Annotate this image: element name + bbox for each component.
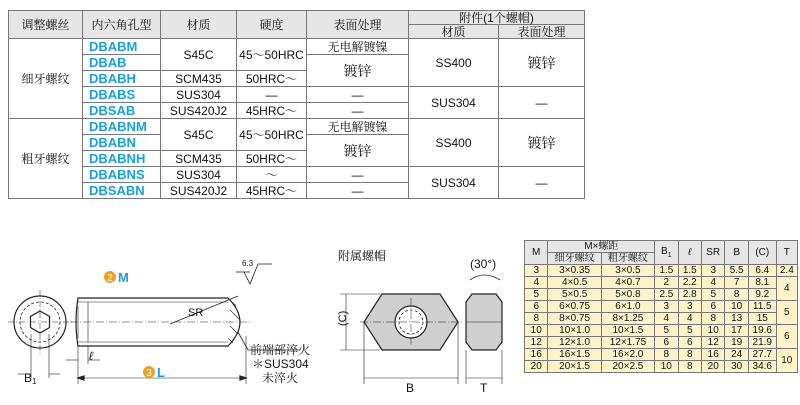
hardness-cell: 45～50HRC xyxy=(237,39,307,71)
size-coarse: 8×1.25 xyxy=(601,313,654,325)
screw-end-view xyxy=(8,290,72,378)
size-sr: 20 xyxy=(702,361,725,373)
size-header-m: M xyxy=(525,241,548,265)
size-coarse: 3×0.5 xyxy=(601,265,654,277)
model-code: DBSABN xyxy=(83,183,161,199)
size-b1: 8 xyxy=(655,349,678,361)
surface-cell: — xyxy=(307,87,409,103)
size-sr: 6 xyxy=(702,301,725,313)
material-cell: S45C xyxy=(161,39,237,71)
size-sr: 4 xyxy=(702,277,725,289)
material-cell: S45C xyxy=(161,119,237,151)
size-b: 10 xyxy=(725,301,748,313)
ell-dim-label: ℓ xyxy=(89,349,93,363)
model-code: DBSAB xyxy=(83,103,161,119)
table-row xyxy=(525,337,798,349)
header-adjust-thread: 调整螺丝 xyxy=(9,11,83,39)
l-badge-num: 3 xyxy=(146,368,152,379)
drawing-canvas xyxy=(0,236,520,400)
size-b1: 3 xyxy=(655,301,678,313)
size-c: 9.2 xyxy=(748,289,776,301)
size-header-b: B xyxy=(725,241,748,265)
size-fine: 8×0.75 xyxy=(548,313,601,325)
size-ell: 6 xyxy=(678,337,701,349)
table-row xyxy=(525,325,798,337)
size-coarse: 4×0.7 xyxy=(601,277,654,289)
surface-cell: 无电解镀镍 xyxy=(307,39,409,55)
size-t: 4 xyxy=(776,277,797,301)
size-sr: 5 xyxy=(702,289,725,301)
surface-cell: — xyxy=(307,183,409,199)
surface-cell: 镀锌 xyxy=(307,135,409,167)
size-ell: 8 xyxy=(678,349,701,361)
nut-side-view xyxy=(466,275,502,384)
size-fine: 3×0.35 xyxy=(548,265,601,277)
size-header-b1: $B_1$ xyxy=(655,241,678,265)
b1-dim-label: B1 xyxy=(24,371,37,386)
acc-material-cell: SUS304 xyxy=(409,87,499,119)
size-t: 6 xyxy=(776,325,797,349)
size-m: 10 xyxy=(525,325,548,337)
size-c: 8.1 xyxy=(748,277,776,289)
l-dim-label: L xyxy=(157,365,165,380)
b-dim-label: B xyxy=(406,381,415,395)
m-badge-num: 2 xyxy=(107,273,113,284)
acc-material-cell: SS400 xyxy=(409,39,499,87)
size-b: 19 xyxy=(725,337,748,349)
model-code: DBABN xyxy=(83,135,161,151)
hardness-cell: 45HRC～ xyxy=(237,103,307,119)
size-b: 30 xyxy=(725,361,748,373)
size-b: 7 xyxy=(725,277,748,289)
hardness-cell: ～ xyxy=(237,167,307,183)
size-fine: 6×0.75 xyxy=(548,301,601,313)
size-c: 6.4 xyxy=(748,265,776,277)
hardness-cell: — xyxy=(237,87,307,103)
model-code: DBABNM xyxy=(83,119,161,135)
model-code: DBABS xyxy=(83,87,161,103)
hardness-cell: 45HRC～ xyxy=(237,183,307,199)
size-header-fine: 细牙螺纹 xyxy=(548,253,601,265)
size-b: 5.5 xyxy=(725,265,748,277)
material-cell: SCM435 xyxy=(161,71,237,87)
header-material: 材质 xyxy=(161,11,237,39)
size-c: 11.5 xyxy=(748,301,776,313)
size-c: 27.7 xyxy=(748,349,776,361)
surface-cell: — xyxy=(307,103,409,119)
size-b1: 1.5 xyxy=(655,265,678,277)
size-b1: 6 xyxy=(655,337,678,349)
model-code: DBABNH xyxy=(83,151,161,167)
size-coarse: 12×1.75 xyxy=(601,337,654,349)
hardness-cell: 50HRC～ xyxy=(237,151,307,167)
table-row xyxy=(525,313,798,325)
size-ell: 5 xyxy=(678,325,701,337)
size-coarse: 20×2.5 xyxy=(601,361,654,373)
hardness-cell: 45～50HRC xyxy=(237,119,307,151)
header-acc-material: 材质 xyxy=(409,25,499,39)
size-b: 17 xyxy=(725,325,748,337)
size-fine: 4×0.5 xyxy=(548,277,601,289)
acc-surface-cell: 镀锌 xyxy=(499,119,585,167)
model-code: DBABNS xyxy=(83,167,161,183)
size-coarse: 10×1.5 xyxy=(601,325,654,337)
spec-table xyxy=(8,10,585,199)
size-b: 13 xyxy=(725,313,748,325)
size-m: 4 xyxy=(525,277,548,289)
header-hardness: 硬度 xyxy=(237,11,307,39)
note-sus304: ＊SUS304 xyxy=(252,357,309,371)
material-cell: SUS420J2 xyxy=(161,183,237,199)
t-dim-label: T xyxy=(480,381,488,395)
size-coarse: 5×0.8 xyxy=(601,289,654,301)
size-c: 19.6 xyxy=(748,325,776,337)
size-header-coarse: 粗牙螺纹 xyxy=(601,253,654,265)
size-sr: 10 xyxy=(702,325,725,337)
surface-cell: — xyxy=(307,167,409,183)
size-header-t: T xyxy=(776,241,797,265)
model-code: DBAB xyxy=(83,55,161,71)
size-m: 8 xyxy=(525,313,548,325)
surface-cell: 镀锌 xyxy=(307,55,409,87)
nut-front-view xyxy=(340,294,462,384)
size-sr: 8 xyxy=(702,313,725,325)
hardness-cell: 50HRC～ xyxy=(237,71,307,87)
nut-title: 附属螺帽 xyxy=(338,249,387,263)
note-not-hardened: 未淬火 xyxy=(262,371,299,385)
table-row xyxy=(525,301,798,313)
header-acc-surface: 表面处理 xyxy=(499,25,585,39)
angle-label: (30°) xyxy=(470,257,497,271)
size-t: 10 xyxy=(776,349,797,373)
technical-drawings xyxy=(0,236,520,400)
acc-material-cell: SUS304 xyxy=(409,167,499,199)
size-b1: 2.5 xyxy=(655,289,678,301)
table-row xyxy=(525,265,798,277)
size-m: 5 xyxy=(525,289,548,301)
table-row xyxy=(525,361,798,373)
size-header-pitch: M×螺距 xyxy=(548,241,655,253)
table-row xyxy=(525,277,798,289)
table-row xyxy=(525,289,798,301)
size-coarse: 6×1.0 xyxy=(601,301,654,313)
group-name: 细牙螺纹 xyxy=(9,39,83,119)
size-header-c: (C) xyxy=(748,241,776,265)
size-b: 8 xyxy=(725,289,748,301)
size-header-ell: ℓ xyxy=(678,241,701,265)
size-ell: 2.8 xyxy=(678,289,701,301)
size-fine: 5×0.5 xyxy=(548,289,601,301)
size-t: 2.4 xyxy=(776,265,797,277)
size-ell: 8 xyxy=(678,361,701,373)
size-m: 12 xyxy=(525,337,548,349)
size-ell: 4 xyxy=(678,313,701,325)
material-cell: SUS304 xyxy=(161,167,237,183)
size-m: 3 xyxy=(525,265,548,277)
size-b1: 4 xyxy=(655,313,678,325)
size-fine: 16×1.5 xyxy=(548,349,601,361)
size-ell: 2.2 xyxy=(678,277,701,289)
surface-cell: 无电解镀镍 xyxy=(307,119,409,135)
c-dim-label: (C) xyxy=(337,310,349,326)
size-sr: 12 xyxy=(702,337,725,349)
size-sr: 16 xyxy=(702,349,725,361)
header-accessory: 附件(1个螺帽) xyxy=(409,11,585,25)
size-b: 24 xyxy=(725,349,748,361)
header-hex-type: 内六角孔型 xyxy=(83,11,161,39)
m-dim-label: M xyxy=(118,270,129,285)
header-surface: 表面处理 xyxy=(307,11,409,39)
acc-surface-cell: — xyxy=(499,167,585,199)
size-fine: 12×1.0 xyxy=(548,337,601,349)
sr-label: SR xyxy=(188,307,204,319)
size-b1: 2 xyxy=(655,277,678,289)
size-m: 6 xyxy=(525,301,548,313)
group-name: 粗牙螺纹 xyxy=(9,119,83,199)
acc-surface-cell: 镀锌 xyxy=(499,39,585,87)
size-fine: 10×1.0 xyxy=(548,325,601,337)
size-m: 16 xyxy=(525,349,548,361)
table-row xyxy=(525,349,798,361)
model-code: DBABH xyxy=(83,71,161,87)
size-ell: 3 xyxy=(678,301,701,313)
size-m: 20 xyxy=(525,361,548,373)
size-sr: 3 xyxy=(702,265,725,277)
acc-surface-cell: — xyxy=(499,87,585,119)
size-t: 5 xyxy=(776,301,797,325)
size-b1: 10 xyxy=(655,361,678,373)
note-hardened-tip: 前端部淬火 xyxy=(250,343,311,357)
model-code: DBABM xyxy=(83,39,161,55)
material-cell: SUS304 xyxy=(161,87,237,103)
size-table xyxy=(524,240,798,373)
material-cell: SUS420J2 xyxy=(161,103,237,119)
size-c: 21.9 xyxy=(748,337,776,349)
size-fine: 20×1.5 xyxy=(548,361,601,373)
size-ell: 1.5 xyxy=(678,265,701,277)
acc-material-cell: SS400 xyxy=(409,119,499,167)
size-header-sr: SR xyxy=(702,241,725,265)
size-b1: 5 xyxy=(655,325,678,337)
size-coarse: 16×2.0 xyxy=(601,349,654,361)
material-cell: SCM435 xyxy=(161,151,237,167)
roughness-label: 6.3 xyxy=(242,259,254,268)
size-c: 34.6 xyxy=(748,361,776,373)
size-c: 15 xyxy=(748,313,776,325)
